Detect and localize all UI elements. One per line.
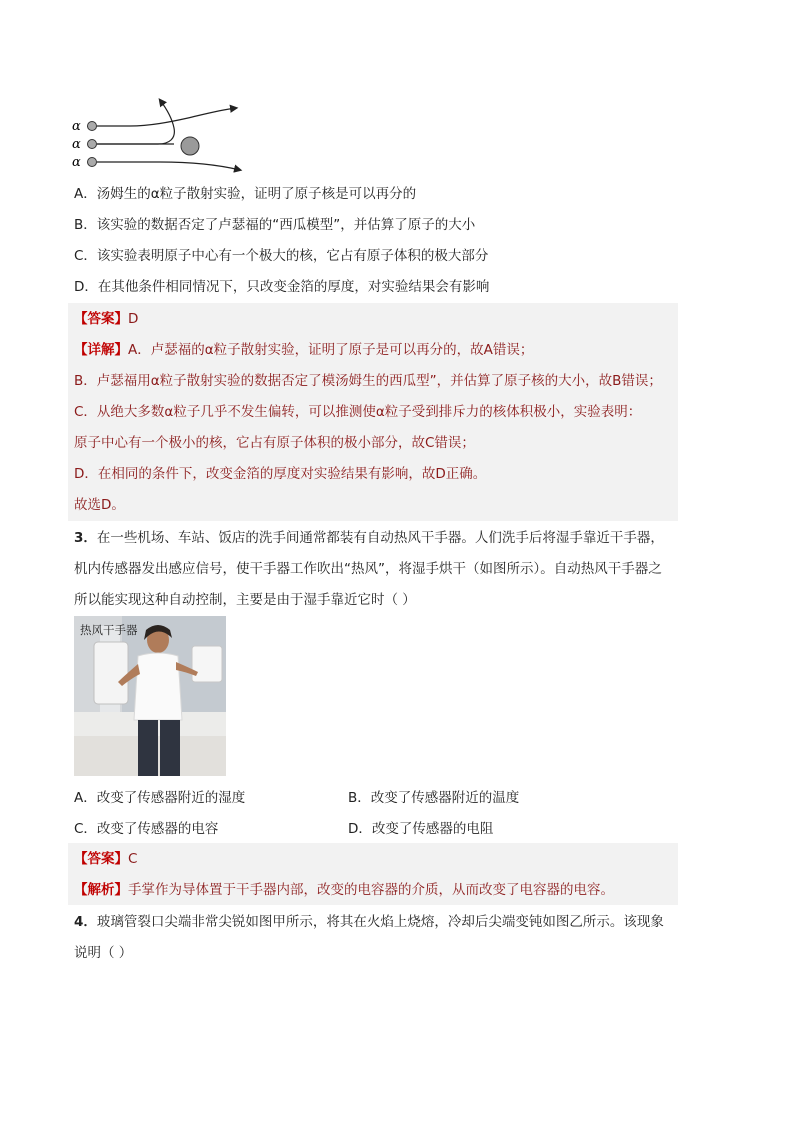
alpha-source-1 <box>88 122 97 131</box>
q3-analysis <box>74 880 614 900</box>
answer-tag: 【答案】 <box>74 311 128 327</box>
q3-option-c: C．改变了传感器的电容 <box>74 821 219 837</box>
alpha-source-2 <box>88 140 97 149</box>
q3-stem-line-1 <box>74 528 664 548</box>
q2-option-b: B．该实验的数据否定了卢瑟福的“西瓜模型”，并估算了原子的大小 <box>74 217 476 233</box>
nucleus <box>181 137 199 155</box>
alpha-source-3 <box>88 158 97 167</box>
q2-detail-line-2: B．卢瑟福用α粒子散射实验的数据否定了模汤姆生的西瓜型”，并估算了原子核的大小，故B错误； <box>74 373 662 389</box>
slightly-deflected-path <box>97 162 240 170</box>
q2-answer-block <box>68 303 678 521</box>
hand-dryer-photo <box>74 616 226 776</box>
q4-number: 4． <box>74 914 97 930</box>
q3-answer-block <box>68 843 678 905</box>
photo-label: 热风干手器 <box>80 623 138 637</box>
q3-option-d: D．改变了传感器的电阻 <box>348 821 494 837</box>
reflected-path <box>97 100 174 144</box>
q2-answer <box>74 309 138 329</box>
q2-detail-line-6: 故选D。 <box>74 497 125 513</box>
alpha-label-3: α <box>72 155 81 170</box>
q3-option-b: B．改变了传感器附近的温度 <box>348 790 520 806</box>
q2-option-a: A．汤姆生的α粒子散射实验，证明了原子核是可以再分的 <box>74 186 417 202</box>
detail-tag: 【详解】 <box>74 342 128 358</box>
answer-tag: 【答案】 <box>74 851 128 867</box>
q3-answer <box>74 849 137 869</box>
q2-detail-line-1 <box>74 340 533 360</box>
alpha-label-1: α <box>72 119 81 134</box>
alpha-label-2: α <box>72 137 81 152</box>
q4-stem-line-2: 说明（ ） <box>74 945 133 961</box>
q3-analysis-text: 手掌作为导体置于干手器内部，改变的电容器的介质，从而改变了电容器的电容。 <box>128 882 614 898</box>
q3-number: 3． <box>74 530 97 546</box>
q3-answer-value: C <box>128 851 138 867</box>
q3-option-a: A．改变了传感器附近的湿度 <box>74 790 246 806</box>
q4-stem-line-1 <box>74 912 664 932</box>
q3-stem-line-2: 机内传感器发出感应信号，使干手器工作吹出“热风”，将湿手烘干（如图所示）。自动热风干手器之 <box>74 561 662 577</box>
q2-detail-line-5: D．在相同的条件下，改变金箔的厚度对实验结果有影响，故D正确。 <box>74 466 487 482</box>
q2-detail-line-4: 原子中心有一个极小的核，它占有原子体积的极小部分，故C错误； <box>74 435 475 451</box>
q3-stem-line-3: 所以能实现这种自动控制，主要是由于湿手靠近它时（ ） <box>74 592 416 608</box>
q2-detail-text-1: A．卢瑟福的α粒子散射实验，证明了原子是可以再分的，故A错误； <box>128 342 534 358</box>
q4-stem-text-1: 玻璃管裂口尖端非常尖锐如图甲所示，将其在火焰上烧熔，冷却后尖端变钝如图乙所示。该现象 <box>96 914 664 930</box>
q3-stem-text-1: 在一些机场、车站、饭店的洗手间通常都装有自动热风干手器。人们洗手后将湿手靠近干手器， <box>96 530 664 546</box>
q2-option-c: C．该实验表明原子中心有一个极大的核，它占有原子体积的极大部分 <box>74 248 489 264</box>
q2-option-d: D．在其他条件相同情况下，只改变金箔的厚度，对实验结果会有影响 <box>74 279 490 295</box>
alpha-scattering-diagram <box>70 92 250 176</box>
q2-detail-line-3: C．从绝大多数α粒子几乎不发生偏转，可以推测使α粒子受到排斥力的核体积极小，实验表明： <box>74 404 642 420</box>
q2-answer-value: D <box>128 311 139 327</box>
analysis-tag: 【解析】 <box>74 882 128 898</box>
hand-dryer-illustration <box>74 616 226 776</box>
